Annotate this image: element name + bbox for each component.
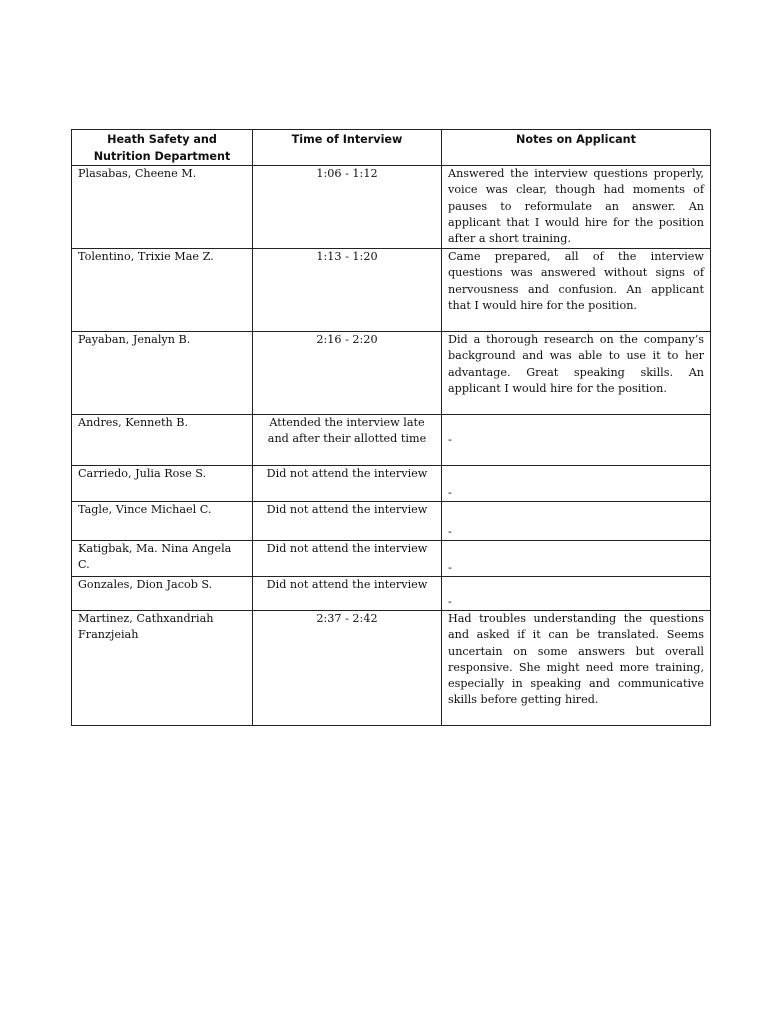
interview-time: Did not attend the interview: [253, 577, 442, 611]
applicant-name: Payaban, Jenalyn B.: [72, 332, 253, 415]
applicant-name: Tolentino, Trixie Mae Z.: [72, 249, 253, 332]
applicant-name: Carriedo, Julia Rose S.: [72, 466, 253, 502]
applicant-name: Martinez, Cathxandriah Franzjeiah: [72, 611, 253, 726]
applicant-notes: -: [442, 502, 711, 541]
interview-time: 1:06 - 1:12: [253, 166, 442, 249]
table-row: [72, 415, 711, 466]
applicant-notes: Came prepared, all of the interview questions was answered without signs of nervousness and confusion. An applicant that I would hire for the position.: [442, 249, 711, 332]
table-row: [72, 466, 711, 502]
header-notes-on-applicant: Notes on Applicant: [442, 130, 711, 166]
applicant-notes: Answered the interview questions properly, voice was clear, though had moments of pauses to reformulate an answer. An applicant that I would hire for the position after a short training.: [442, 166, 711, 249]
interview-time: Attended the interview late and after their allotted time: [253, 415, 442, 466]
table-row: [72, 502, 711, 541]
interview-time: Did not attend the interview: [253, 502, 442, 541]
applicant-notes: -: [442, 466, 711, 502]
interview-time: Did not attend the interview: [253, 466, 442, 502]
applicant-name: Gonzales, Dion Jacob S.: [72, 577, 253, 611]
header-time-of-interview: Time of Interview: [253, 130, 442, 166]
applicant-name: Tagle, Vince Michael C.: [72, 502, 253, 541]
applicant-name: Plasabas, Cheene M.: [72, 166, 253, 249]
applicant-name: Katigbak, Ma. Nina Angela C.: [72, 541, 253, 577]
applicant-notes: -: [442, 577, 711, 611]
applicant-notes: -: [442, 541, 711, 577]
table-row: [72, 332, 711, 415]
interview-time: 2:37 - 2:42: [253, 611, 442, 726]
applicant-notes: Did a thorough research on the company’s background and was able to use it to her advantage. Great speaking skills. An applicant I would hire for the position.: [442, 332, 711, 415]
table-row: [72, 541, 711, 577]
applicant-name: Andres, Kenneth B.: [72, 415, 253, 466]
header-department: Heath Safety and Nutrition Department: [72, 130, 253, 166]
interview-time: 1:13 - 1:20: [253, 249, 442, 332]
applicant-notes: Had troubles understanding the questions and asked if it can be translated. Seems uncertain on some answers but overall responsive. She might need more training, especially in speaking and communicative skills before getting hired.: [442, 611, 711, 726]
table-header-row: [72, 130, 711, 166]
applicant-interview-table: [71, 129, 711, 726]
applicant-notes: -: [442, 415, 711, 466]
table-row: [72, 166, 711, 249]
table-row: [72, 249, 711, 332]
table-row: [72, 611, 711, 726]
table-row: [72, 577, 711, 611]
interview-time: Did not attend the interview: [253, 541, 442, 577]
interview-time: 2:16 - 2:20: [253, 332, 442, 415]
